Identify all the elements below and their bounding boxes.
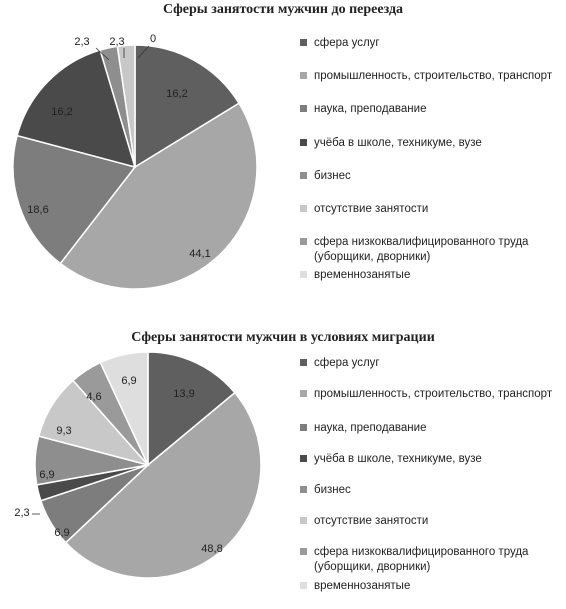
pie-chart-svg	[0, 330, 300, 609]
legend-item-industry	[300, 387, 562, 402]
legend-item-unemployed	[300, 514, 562, 529]
slice-value-label: 48,8	[201, 543, 223, 555]
legend-swatch	[300, 205, 307, 212]
legend-item-services	[300, 36, 562, 51]
legend-label: сфера низкоквалифицированного труда (уборщики, дворники)	[314, 546, 529, 573]
legend	[300, 0, 562, 300]
slice-value-label: 16,2	[51, 106, 73, 118]
legend-label: наука, преподавание	[314, 103, 427, 115]
legend-label: отсутствие занятости	[314, 203, 429, 215]
legend-swatch	[300, 455, 307, 462]
legend-label: сфера услуг	[314, 357, 380, 369]
legend-item-temporary	[300, 579, 562, 594]
legend-item-business	[300, 169, 562, 184]
legend-item-study	[300, 452, 562, 467]
legend-swatch	[300, 39, 307, 46]
legend-item-low-skilled	[300, 545, 562, 575]
slice-value-label: 16,2	[166, 88, 188, 100]
legend-label: сфера низкоквалифицированного труда (уборщики, дворники)	[314, 236, 529, 263]
slice-value-label: 4,6	[86, 391, 102, 403]
slice-value-label: 6,9	[121, 375, 137, 387]
slice-value-label: 6,9	[39, 469, 55, 481]
legend-label: временнозанятые	[314, 580, 411, 592]
slice-value-label: 18,6	[27, 204, 49, 216]
slice-value-label: 2,3	[109, 36, 125, 48]
legend-label: учёба в школе, техникуме, вузе	[314, 453, 482, 465]
legend-item-science	[300, 102, 562, 117]
legend-label: сфера услуг	[314, 37, 380, 49]
pie-chart-svg	[0, 0, 300, 300]
legend-swatch	[300, 72, 307, 79]
legend-item-temporary	[300, 268, 562, 283]
legend-swatch	[300, 172, 307, 179]
legend-swatch	[300, 105, 307, 112]
legend-label: промышленность, строительство, транспорт	[314, 388, 553, 400]
legend-swatch	[300, 424, 307, 431]
chart-title: Сферы занятости мужчин до переезда	[162, 2, 404, 17]
slice-value-label: 2,3	[74, 36, 90, 48]
slice-value-label: 6,9	[54, 527, 70, 539]
slice-value-label: 9,3	[56, 425, 72, 437]
legend-swatch	[300, 582, 307, 589]
legend-swatch	[300, 390, 307, 397]
legend-item-low-skilled	[300, 235, 562, 265]
legend-label: учёба в школе, техникуме, вузе	[314, 137, 482, 149]
slice-value-label: 0	[149, 33, 157, 45]
legend-label: отсутствие занятости	[314, 515, 429, 527]
legend-item-services	[300, 356, 562, 371]
legend-swatch	[300, 238, 307, 245]
pie-chart-migration	[0, 330, 566, 609]
legend-label: наука, преподавание	[314, 422, 427, 434]
legend-swatch	[300, 139, 307, 146]
chart-title: Сферы занятости мужчин в условиях миграции	[131, 330, 435, 345]
legend-label: бизнес	[314, 170, 351, 182]
pie-chart-before-move	[0, 0, 566, 300]
legend	[300, 330, 562, 609]
legend-item-unemployed	[300, 202, 562, 217]
legend-swatch	[300, 359, 307, 366]
legend-swatch	[300, 271, 307, 278]
legend-label: временнозанятые	[314, 269, 411, 281]
slice-value-label: 44,1	[189, 248, 211, 260]
legend-item-industry	[300, 69, 562, 84]
legend-item-business	[300, 483, 562, 498]
legend-item-science	[300, 421, 562, 436]
legend-swatch	[300, 517, 307, 524]
legend-swatch	[300, 548, 307, 555]
slice-value-label: 13,9	[173, 388, 195, 400]
legend-label: бизнес	[314, 484, 351, 496]
legend-swatch	[300, 486, 307, 493]
legend-label: промышленность, строительство, транспорт	[314, 70, 553, 82]
slice-value-label: 2,3	[14, 507, 30, 519]
legend-item-study	[300, 136, 562, 151]
